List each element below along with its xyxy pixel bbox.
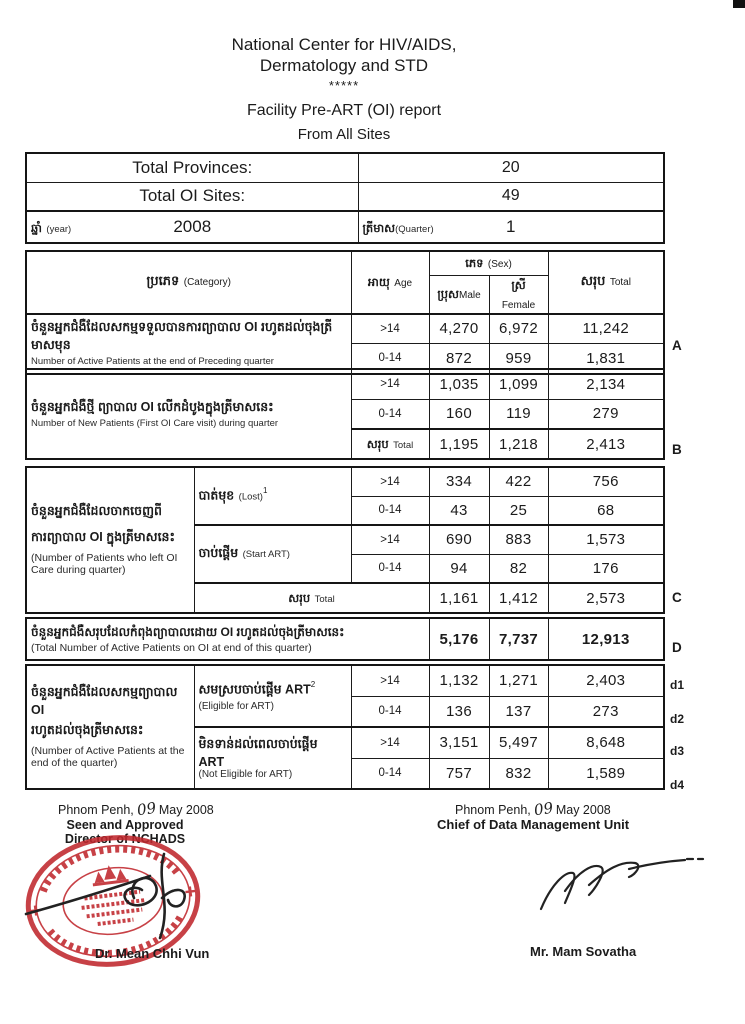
total-value: 756 (548, 467, 664, 496)
table-row (26, 369, 664, 399)
female-value: 119 (489, 399, 548, 429)
male-value: 43 (429, 496, 489, 525)
org-title-line2: Dermatology and STD (259, 56, 429, 75)
section-d-category (26, 618, 429, 660)
report-scope: From All Sites (297, 126, 391, 143)
org-title-line1: National Center for HIV/AIDS, (231, 35, 457, 54)
chief-title-line: Chief of Data Management Unit (437, 817, 630, 832)
signature-director (22, 842, 227, 957)
total-value: 2,413 (548, 429, 664, 459)
female-value: 1,412 (489, 583, 548, 613)
total-value: 1,589 (548, 758, 664, 789)
female-value: 1,099 (489, 369, 548, 399)
section-c-category-en: (Number of Patients who left OI Care during quarter) (31, 552, 178, 576)
row-label-d4: d4 (670, 778, 685, 792)
section-c-total-label: សរុប Total (194, 583, 429, 613)
total-value: 68 (548, 496, 664, 525)
section-d-category-km: ចំនួនអ្នកជំងឺសរុបដែលកំពុងព្យាបាលដោយ OI រហូតដល់ចុងត្រីមាសនេះ (31, 625, 345, 639)
seen-approved-line: Seen and Approved (66, 818, 184, 832)
female-value: 5,497 (489, 727, 548, 758)
age-cell: 0-14 (351, 496, 429, 525)
quarter-label-km: ត្រីមាស (362, 223, 396, 235)
section-c-category-km1: ចំនួនអ្នកជំងឺដែលចាកចេញពី (31, 504, 162, 518)
male-value: 757 (429, 758, 489, 789)
year-label-en: (year) (46, 224, 72, 235)
total-label-km: សរុប (580, 273, 606, 289)
female-value: 959 (489, 344, 548, 374)
female-value: 832 (489, 758, 548, 789)
section-d-total-table (25, 617, 665, 661)
table-row (26, 153, 664, 182)
male-value: 690 (429, 525, 489, 554)
section-d-detail-km1: ចំនួនអ្នកជំងឺដែលសកម្មព្យាបាល OI (31, 685, 178, 717)
female-value: 422 (489, 467, 548, 496)
year-value: 2008 (173, 217, 212, 236)
male-value: 94 (429, 554, 489, 583)
separator-stars: ***** (328, 78, 360, 93)
header-total (548, 251, 664, 314)
quarter-cell (358, 211, 664, 243)
section-b-category (26, 369, 351, 459)
male-value: 872 (429, 344, 489, 374)
left-date-line (58, 800, 214, 818)
total-value: 176 (548, 554, 664, 583)
section-c-category-km2: ការព្យាបាល OI ក្នុងត្រីមាសនេះ (31, 530, 175, 544)
right-place: Phnom Penh, (455, 803, 531, 817)
male-value: 3,151 (429, 727, 489, 758)
male-value: 5,176 (429, 618, 489, 660)
header-female: ស្រី Female (489, 275, 548, 314)
category-label-km: ប្រភេទ (146, 273, 180, 289)
section-d-category-en: (Total Number of Active Patients on OI at end of this quarter) (31, 642, 312, 654)
scan-corner-artifact (733, 0, 745, 8)
table-row (26, 467, 664, 496)
total-provinces-value: 20 (358, 153, 664, 182)
male-value: 1,161 (429, 583, 489, 613)
age-cell: >14 (351, 467, 429, 496)
table-row (26, 251, 664, 275)
year-cell (26, 211, 358, 243)
signature-chief (523, 845, 708, 917)
age-cell: >14 (351, 369, 429, 399)
section-a-category (26, 314, 351, 374)
section-d-detail-km2: រហូតដល់ចុងត្រីមាសនេះ (31, 723, 144, 737)
header-male: ប្រុសMale (429, 275, 489, 314)
year-label-km: ឆ្នាំ (31, 223, 42, 235)
section-b-table (25, 368, 665, 460)
male-value: 1,195 (429, 429, 489, 459)
summary-table (25, 152, 665, 244)
age-cell: >14 (351, 314, 429, 344)
total-oi-sites-value: 49 (358, 182, 664, 211)
row-label-d3: d3 (670, 744, 685, 758)
total-value: 1,573 (548, 525, 664, 554)
female-value: 25 (489, 496, 548, 525)
total-label-en: Total (609, 277, 631, 289)
age-cell: 0-14 (351, 344, 429, 374)
row-label-d1: d1 (670, 678, 685, 692)
quarter-value: 1 (506, 217, 516, 236)
sex-label-km: ភេទ (465, 257, 484, 270)
table-row (26, 182, 664, 211)
male-value: 160 (429, 399, 489, 429)
total-value: 12,913 (548, 618, 664, 660)
male-value: 4,270 (429, 314, 489, 344)
header-category (26, 251, 351, 314)
quarter-label-en: (Quarter) (395, 224, 434, 235)
total-value: 2,134 (548, 369, 664, 399)
section-c-group2-label: ចាប់ផ្ដើម (Start ART) (194, 525, 351, 583)
director-name: Dr. Mean Chhi Vun (95, 946, 210, 961)
age-label-km: អាយុ (367, 276, 390, 289)
section-label-D: D (672, 640, 682, 655)
section-label-B: B (672, 442, 682, 457)
section-b-category-en: Number of New Patients (First OI Care visit) during quarter (31, 417, 279, 429)
total-value: 1,831 (548, 344, 664, 374)
handwritten-day-left: 09 (135, 798, 158, 820)
total-value: 11,242 (548, 314, 664, 344)
section-c-table (25, 466, 665, 614)
left-date: May 2008 (158, 803, 214, 817)
document-header (25, 34, 663, 143)
total-provinces-label: Total Provinces: (26, 153, 358, 182)
category-label-en: (Category) (183, 277, 231, 289)
section-b-category-km: ចំនួនអ្នកជំងឺថ្មី ព្យាបាល OI លើកដំបូងក្នុងត្រីមាសនេះ (31, 399, 274, 414)
female-value: 1,218 (489, 429, 548, 459)
right-date-line (455, 800, 611, 818)
age-cell: 0-14 (351, 554, 429, 583)
female-value: 6,972 (489, 314, 548, 344)
age-label-en: Age (394, 277, 413, 289)
right-date: May 2008 (555, 803, 611, 817)
section-c-group1-label: បាត់មុខ (Lost)$^1$ (194, 467, 351, 525)
section-a-category-en: Number of Active Patients at the end of Preceding quarter (31, 356, 274, 367)
age-cell: >14 (351, 525, 429, 554)
section-a-table (25, 250, 665, 375)
not-eligible-group-label: មិនទាន់ដល់ពេលចាប់ផ្ដើម ART (Not Eligible for ART) (194, 727, 351, 789)
section-d-detail-category (26, 665, 194, 789)
header-age (351, 251, 429, 314)
total-value: 8,648 (548, 727, 664, 758)
signature-chief-graphic (523, 845, 708, 917)
age-cell: 0-14 (351, 696, 429, 727)
left-place: Phnom Penh, (58, 803, 134, 817)
total-value: 273 (548, 696, 664, 727)
total-value: 2,403 (548, 665, 664, 696)
male-value: 334 (429, 467, 489, 496)
total-value: 279 (548, 399, 664, 429)
section-label-A: A (672, 338, 682, 353)
total-value: 2,573 (548, 583, 664, 613)
female-value: 1,271 (489, 665, 548, 696)
signature-director-graphic (22, 842, 227, 957)
age-cell: >14 (351, 727, 429, 758)
male-value: 1,035 (429, 369, 489, 399)
age-cell: 0-14 (351, 758, 429, 789)
age-cell: 0-14 (351, 399, 429, 429)
age-cell: >14 (351, 665, 429, 696)
table-row (26, 211, 664, 243)
table-row (26, 665, 664, 696)
table-row (26, 314, 664, 344)
section-d-detail-en: (Number of Active Patients at the end of the quarter) (31, 745, 185, 769)
director-title-line: Director of NCHADS (64, 832, 186, 846)
female-value: 137 (489, 696, 548, 727)
sex-label-en: (Sex) (487, 258, 512, 270)
eligible-group-label: សមស្របចាប់ផ្ដើម ART$^2$ (Eligible for ART) (194, 665, 351, 727)
male-value: 1,132 (429, 665, 489, 696)
chief-name: Mr. Mam Sovatha (530, 944, 637, 959)
section-b-total-label: សរុប Total (351, 429, 429, 459)
section-a-category-km: ចំនួនអ្នកជំងឺដែលសកម្មទទួលបានការព្យាបាល OI រហូតដល់ចុងត្រីមាសមុន (31, 320, 333, 352)
section-c-category (26, 467, 194, 613)
header-sex (429, 251, 548, 275)
table-row (26, 618, 664, 660)
female-value: 883 (489, 525, 548, 554)
total-oi-sites-label: Total OI Sites: (26, 182, 358, 211)
section-d-detail-table (25, 664, 665, 790)
handwritten-day-right: 09 (532, 798, 555, 820)
female-value: 82 (489, 554, 548, 583)
section-label-C: C (672, 590, 682, 605)
row-label-d2: d2 (670, 712, 685, 726)
female-value: 7,737 (489, 618, 548, 660)
male-value: 136 (429, 696, 489, 727)
report-title: Facility Pre-ART (OI) report (246, 102, 442, 119)
